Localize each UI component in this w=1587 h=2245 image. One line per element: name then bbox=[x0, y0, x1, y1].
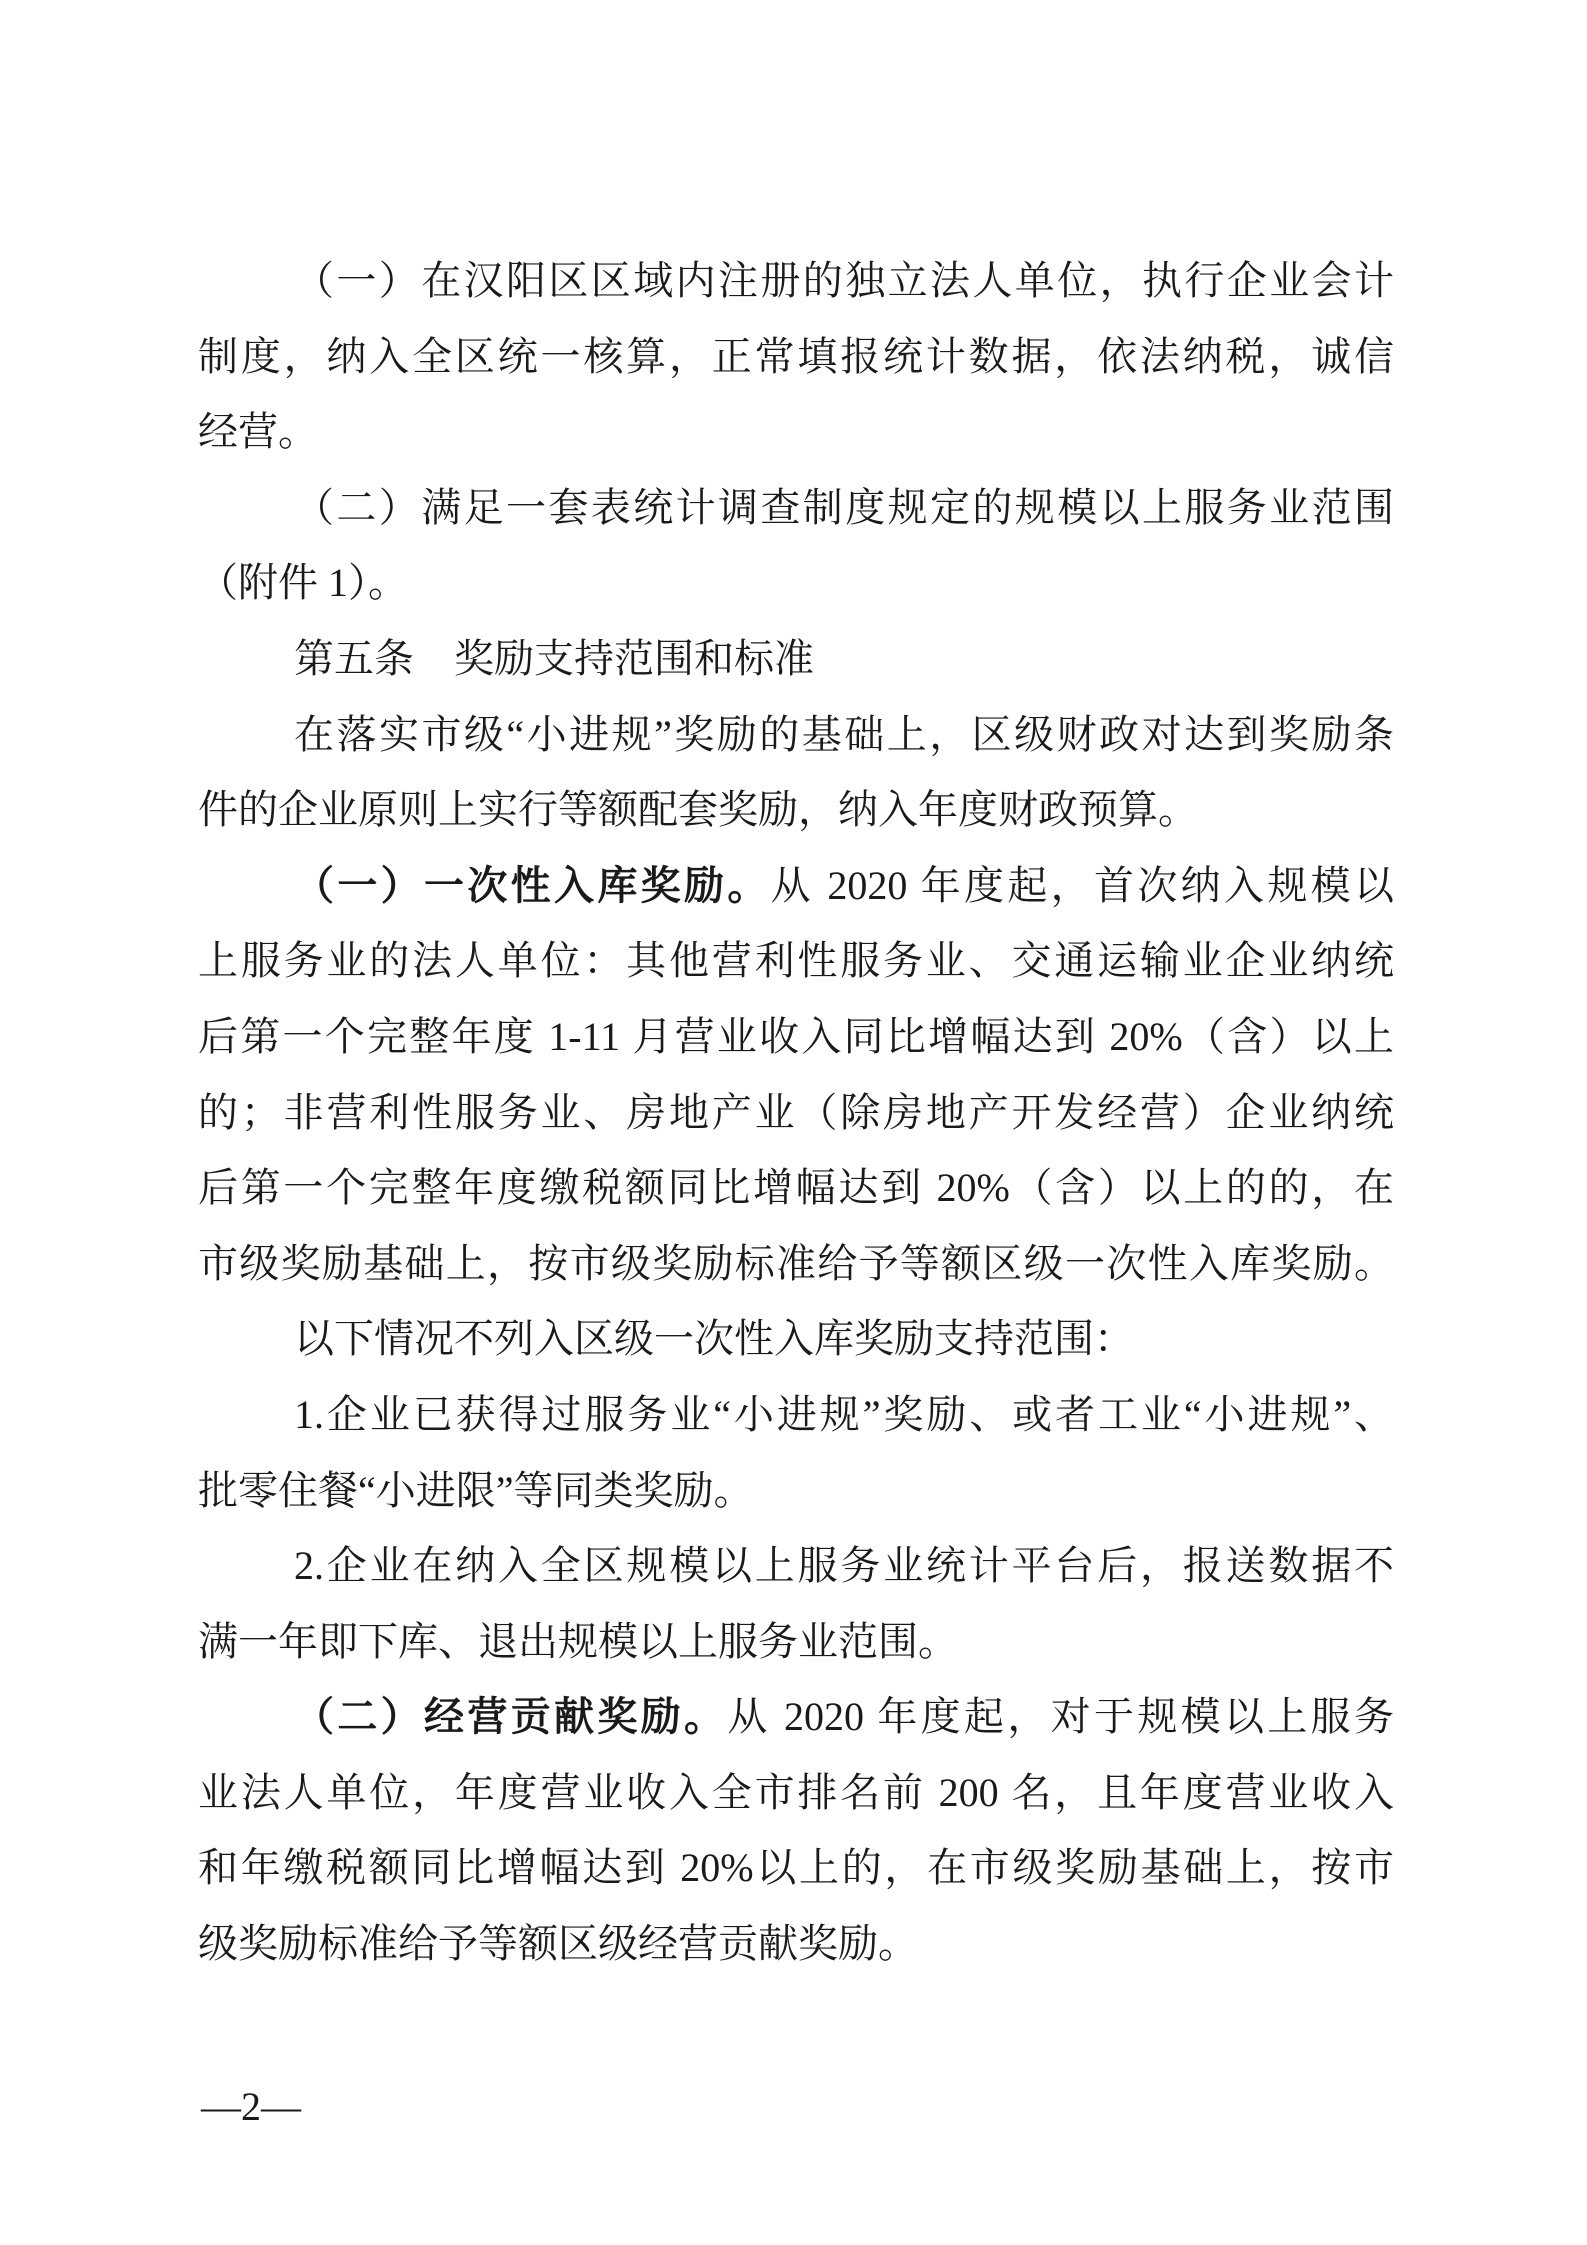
text-span: 从 2020 年度起，对于规模以上服务 bbox=[727, 1694, 1394, 1740]
text-line: 后第一个完整年度缴税额同比增幅达到 20%（含）以上的的，在 bbox=[198, 1165, 1394, 1211]
text-line: 的；非营利性服务业、房地产业（除房地产开发经营）企业纳统 bbox=[198, 1089, 1394, 1135]
text-line: 满一年即下库、退出规模以上服务业范围。 bbox=[198, 1618, 958, 1664]
section-lead: （一）一次性入库奖励。 bbox=[294, 862, 771, 908]
text-line: 业法人单位，年度营业收入全市排名前 200 名，且年度营业收入 bbox=[198, 1769, 1394, 1815]
text-line: （二）满足一套表统计调查制度规定的规模以上服务业范围 bbox=[294, 484, 1394, 530]
page-number: —2— bbox=[201, 2084, 301, 2129]
text-line: 和年缴税额同比增幅达到 20%以上的，在市级奖励基础上，按市 bbox=[198, 1845, 1394, 1891]
text-line: 制度，纳入全区统一核算，正常填报统计数据，依法纳税，诚信 bbox=[198, 333, 1394, 379]
article-heading: 第五条 奖励支持范围和标准 bbox=[294, 635, 814, 681]
section-lead: （二）经营贡献奖励。 bbox=[294, 1694, 728, 1740]
text-line: 批零住餐“小进限”等同类奖励。 bbox=[198, 1467, 754, 1513]
text-line: 件的企业原则上实行等额配套奖励，纳入年度财政预算。 bbox=[198, 787, 1198, 833]
text-line: 以下情况不列入区级一次性入库奖励支持范围： bbox=[294, 1316, 1134, 1362]
text-line: 经营。 bbox=[198, 409, 318, 455]
text-line: 1.企业已获得过服务业“小进规”奖励、或者工业“小进规”、 bbox=[294, 1391, 1394, 1437]
text-line: 市级奖励基础上，按市级奖励标准给予等额区级一次性入库奖励。 bbox=[198, 1240, 1394, 1286]
text-line bbox=[198, 1679, 1394, 1755]
text-line: 级奖励标准给予等额区级经营贡献奖励。 bbox=[198, 1921, 918, 1967]
text-line: （一）在汉阳区区域内注册的独立法人单位，执行企业会计 bbox=[294, 258, 1394, 303]
text-span: 从 2020 年度起，首次纳入规模以 bbox=[770, 862, 1394, 908]
text-line: （附件 1）。 bbox=[198, 560, 408, 606]
text-line: 上服务业的法人单位：其他营利性服务业、交通运输业企业纳统 bbox=[198, 938, 1394, 984]
text-line: 在落实市级“小进规”奖励的基础上，区级财政对达到奖励条 bbox=[294, 711, 1394, 757]
text-line bbox=[198, 848, 1394, 924]
text-line: 2.企业在纳入全区规模以上服务业统计平台后，报送数据不 bbox=[294, 1543, 1394, 1589]
text-line: 后第一个完整年度 1-11 月营业收入同比增幅达到 20%（含）以上 bbox=[198, 1013, 1394, 1059]
body-text bbox=[198, 243, 1394, 1982]
